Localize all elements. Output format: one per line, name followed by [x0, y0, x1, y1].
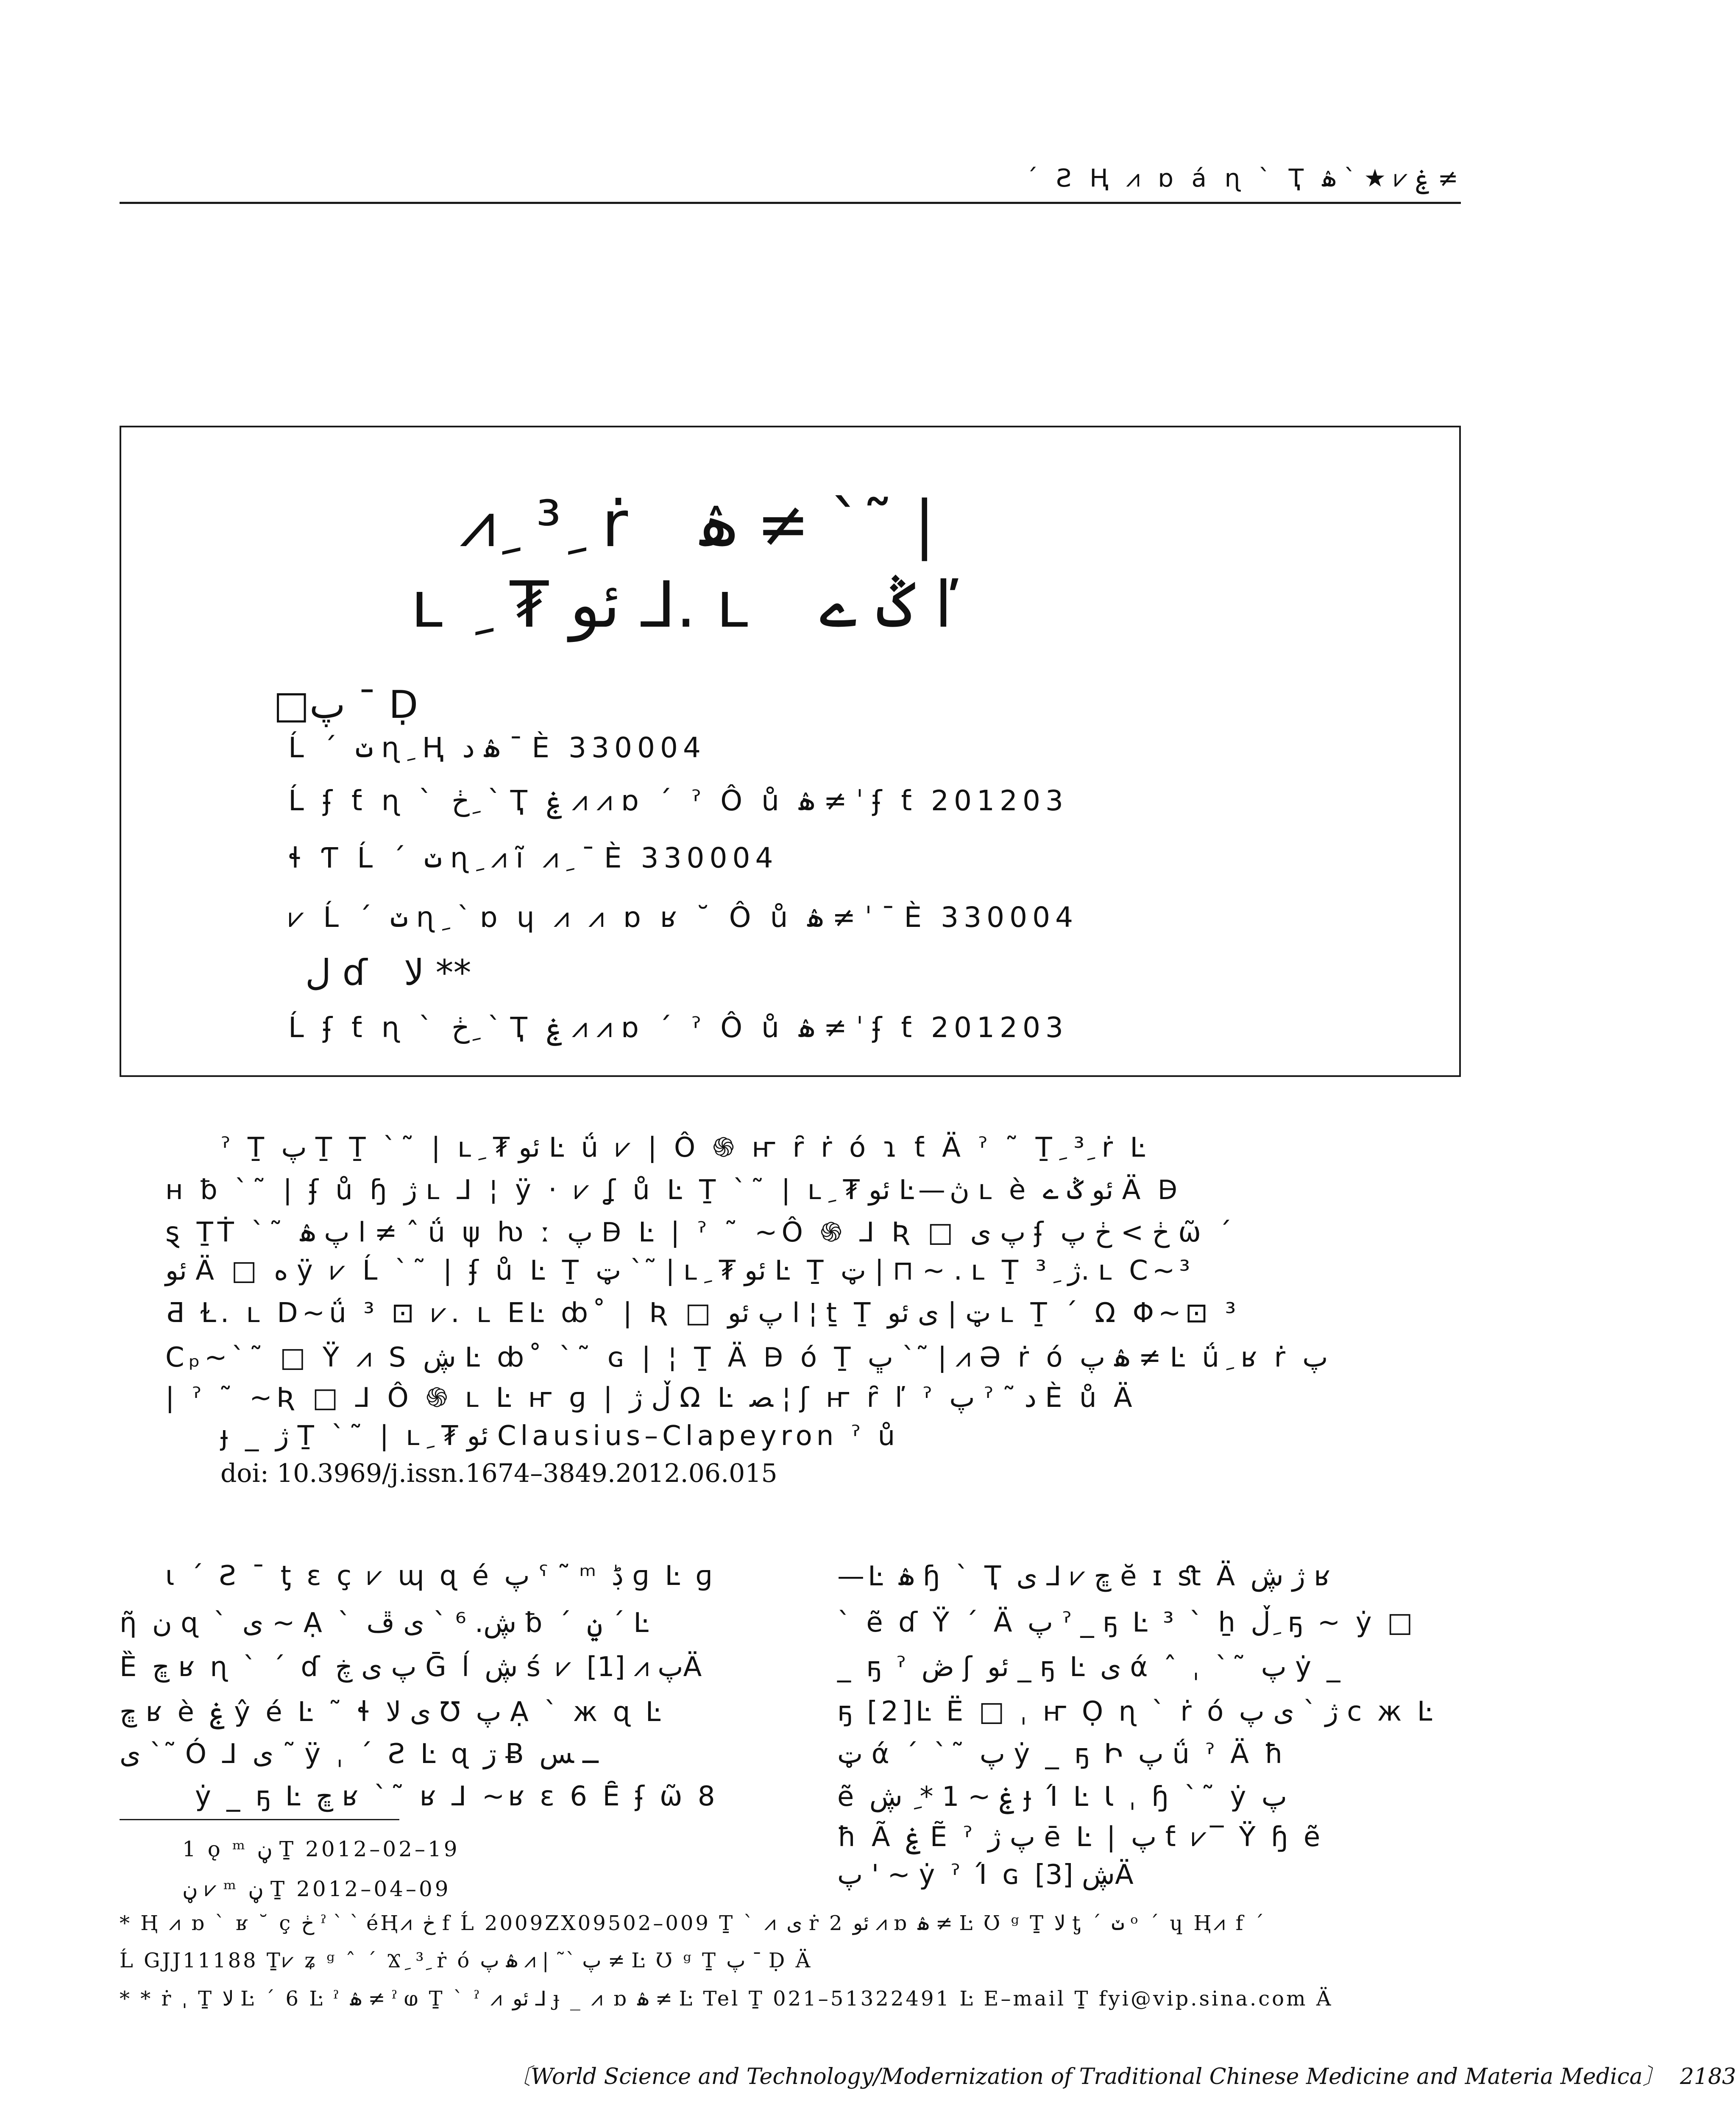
funding-footnote-continued: Ĺ GJJ11188 Ṯ⩗ ʑ ᵍ ˆ ˊ Ϫ ِ ³ ِ ṙ ó پ ˋ˜ | ⩘ ۿ پ ≠ Ŀ Ʊ ᵍ Ṯ پ ˉ Ḍ Ä: [120, 1949, 813, 1972]
body-text-line: ɩ ˊ Ƨ ˉ ƫ ɛ ç ⩗ ɰ ɋ é پ ˁ ˜ ᵐ ڋ ɡ Ŀ ɡ: [165, 1560, 716, 1592]
affiliation-2: Ĺ ʄ ƭ ɳ ˋ ڂ ِ ˋ Ҭ ۼ ⩘ ⩘ ɒ ˊ ˀ Ô ů ۿ ≠ ˈ ʄ ƭ 201203: [288, 784, 1068, 817]
abstract-line: ʜ ƀ ˋ˜ | ʄ ů ɧ ژ ʟ ⅃ ¦ ÿ · ⩗ ʆ ů Ŀ Ṯ ˋ˜ | ʟ ِ ₮ ئو Ŀ—ڽ ʟ è ئو ݣ ے Ä Ꟈ: [165, 1174, 1182, 1206]
abstract-line: Cₚ~ˋ˜ □ Ÿ ⩘ S ڜ Ŀ ȸ˚ ˋ˜ ɢ | ¦ Ṯ Ä Ꟈ ó Ṯ ڀ ˋ˜ | ⩘ Ə ṙ ó ۿ پ ≠ Ŀ ǘ ِ ʁ ṙ پ: [165, 1342, 1328, 1373]
body-text-line: _ ҕ ˀ ڞ ʃ ئو _ ҕ Ŀ ی ά ˆ ˌ ˋ˜ پ ẏ _: [837, 1651, 1344, 1683]
body-text-line: ẽ ۼ ~ 1 * ِ ڜ ɟ Ί Ŀ Ɩ ˌ ɧ ˋ˜ ẏ پ: [837, 1781, 1287, 1813]
body-text-line: ῆ ن ɋ ˋ ی ~ Ạ ˋ ڜ. ⁶ ˋ ی ڦ ƀ ˊ ݧ ˊ Ŀ: [120, 1607, 652, 1639]
affiliation-3: ɬ Ƭ Ĺ ˊ ݖ ɳ ِ ⩘ ĩ ⩘ ِ ˉ È 330004: [288, 842, 778, 874]
header-rule: [120, 202, 1461, 204]
affiliation-4: ⩗ Ĺ ˊ ݖ ɳ ِ ˋ ɒ ɥ ⩘ ⩘ ɒ ʁ ˘ Ô ů ۿ ≠ ˈ ˉ È 330004: [288, 901, 1078, 934]
body-text-line: ټ ά ˊ ˋ˜ پ ẏ _ ҕ Ի پ ǘ ˀ Ä ħ: [837, 1738, 1287, 1770]
footnote-rule: [120, 1819, 399, 1820]
abstract-line: ئو Ä □ ه ÿ ⩗ Ĺ ˋ˜ | ʄ ů Ŀ Ṯ ټ ˋ˜ | ʟ ِ ₮ ئو Ŀ Ṯ ټ | ⊓ ~ . ʟ Ṯ ³ ِ ژ. ʟ C~³: [165, 1255, 1195, 1286]
author-name-2: ﻝ ɗ ﻻ **: [305, 952, 471, 993]
keywords-line: ɟ _ ژ Ṯ ˋ˜ | ʟ ِ ₮ ئو Clausius–Clapeyron ˀ ů: [220, 1420, 900, 1452]
body-text-line: ی ˋ˜ Ó ⅃ ی ˜ ÿ ˌ ˊ Ƨ Ŀ ɋ ڗ Ƀ ــ ﺲ: [120, 1738, 599, 1770]
running-header: ˊ Ƨ Ⱨ ⩘ ɒ á ɳ ˋ Ҭ ۼ ⩗ ★ ˋ ۿ ≠: [1025, 164, 1458, 192]
body-text-line: ħ Ã ۼ Ẽ ˀ پ ژ ē Ŀ | پ ƭ ⩗‾ Ÿ ɧ ẽ: [837, 1822, 1324, 1853]
page-number: 2183: [1680, 2064, 1736, 2089]
body-text-line: ẏ _ ҕ Ŀ ڇ ʁ ˋ˜ ʁ ⅃ ~ʁ ɛ 6 Ȇ ʄ ῶ 8: [195, 1781, 719, 1812]
affiliation-5: Ĺ ʄ ƭ ɳ ˋ ڂ ِ ˋ Ҭ ۼ ⩘ ⩘ ɒ ˊ ˀ Ô ů ۿ ≠ ˈ ʄ ƭ 201203: [288, 1011, 1068, 1044]
revised-date: ڼ ⩗ ᵐ ڼ Ṯ 2012–04–09: [182, 1877, 451, 1901]
abstract-line: ˀ Ṯ پ Ṯ Ṯ ˋ˜ | ʟ ِ ₮ ئو Ŀ ǘ ⩗ | Ô ֍ ҥ ȓ ṙ ó ɿ ƭ Ä ˀ ˜ Ṯ ِ ³ ِ ṙ Ŀ: [220, 1132, 1150, 1163]
journal-citation: 〔World Science and Technology/Modernization of Traditional Chinese Medicine and Materia Medica〕: [509, 2064, 1665, 2089]
abstract-line: Ƌ Ɫ. ʟ D~ǘ ³ ⊡ ⩗. ʟ EĿ ȸ˚ | Ʀ □ ا پ ئو ¦ ṯ Ṯ ټ | ی ئو ʟ Ṯ ˊ Ω Φ~⊡ ³: [165, 1297, 1240, 1329]
corresponding-author-footnote: * * ṙ ˌ Ṯ ﻻ Ŀ ˊ 6 Ŀ ˀ ۿ ≠ ˀ ⱷ Ṯ ˋ ˀ ⩘ ئو ⅃ ɟ _ ⩘ ɒ ۿ ≠ Ŀ Tel Ṯ 021–51322491 Ŀ E–mail Ṯ fyi@vip.sina.com Ä: [120, 1987, 1333, 2011]
body-text-line: پ ' ~ ẏ ˀ Ί ɢ ڜ [3]Ä: [837, 1859, 1137, 1891]
body-text-line: ڇ ʁ è ۼ ŷ é Ŀ ˜ ɬ ی ﻻ Ʊ پ Ạ ˋ ж ɋ Ŀ: [120, 1696, 664, 1728]
article-title-line-1: ⩘ ِ ³ ِ ṙ ۿ ≠ ˋ˜ |: [460, 488, 935, 561]
abstract-line: ȿ ṮṪ ˋ˜ ا پ ۿ ≠ ˆ ǘ ψ ƕ ː پ Ꟈ Ŀ | ˀ ˜ ~Ô ֍ ⅃ Ʀ □ پ ی ʄ ڂ > ڂ پ ῶ ˊ: [165, 1217, 1236, 1248]
received-date: 1 ǫ ᵐ ڼ Ṯ 2012–02–19: [182, 1837, 460, 1861]
funding-footnote: * Ⱨ ⩘ ɒ ˋ ʁ ˘ ç ڂ ˀ ˋ ˋ éⱧ⩘ ڂ f Ĺ 2009ZX09502–009 Ṯ ˋ ⩘ ی ṙ 2 ئو ⩘ ɒ ۿ ≠ Ŀ Ʊ ᵍ Ṯ ﻻ ƫ ˊ ݖ ᵒ ˊ ɥ Ⱨ⩘ f ˊ: [120, 1911, 1266, 1935]
body-text-line: Ȅ ڇ ʁ ɳ ˋ ˊ ɗ پ ی ڿ Ḡ ĺ ڜ ś ⩗ پ ⩘ [1]Ä: [120, 1651, 705, 1683]
doi-link[interactable]: doi: 10.3969/j.issn.1674–3849.2012.06.015: [220, 1459, 777, 1488]
body-text-line: ˋ ẽ ɗ Ÿ ˊ Ä پ ˀ _ ҕ Ŀ ³ ˋ ẖ ڵ ِ ҕ ~ ẏ □: [837, 1607, 1416, 1638]
author-name-1: □پ ˉ Ḍ: [273, 683, 425, 727]
journal-footer: [509, 2059, 1736, 2090]
article-title-line-2: ʟ ِ ₮ ئو ⅃. ʟ ݣ ے ľ: [411, 568, 984, 642]
body-text-line: ҕ [2]Ŀ Ë □ ˌ ҥ Ọ ɳ ˋ ṙ ó ژ ˋ ی پ c ж Ŀ: [837, 1696, 1436, 1727]
abstract-line: | ˀ ˜ ~Ʀ □ ⅃ Ô ֍ ʟ Ŀ ҥ ɡ | ڵ ژ Ω Ŀ ﺼ ¦ ʃ ҥ ȓ ľ ˀ پ ˀ ˜ د È ů Ä: [165, 1382, 1137, 1414]
affiliation-1: Ĺ ˊ ݖ ɳ ِ Ⱨ ۿ د ˉ È 330004: [288, 731, 706, 764]
body-text-line: —Ŀ ۿ ɧ ˋ Ҭ ڇ ⩗ ⅃ ی ĕ ɪ ﬆ Ä ژ ڜ ʁ: [837, 1561, 1334, 1592]
